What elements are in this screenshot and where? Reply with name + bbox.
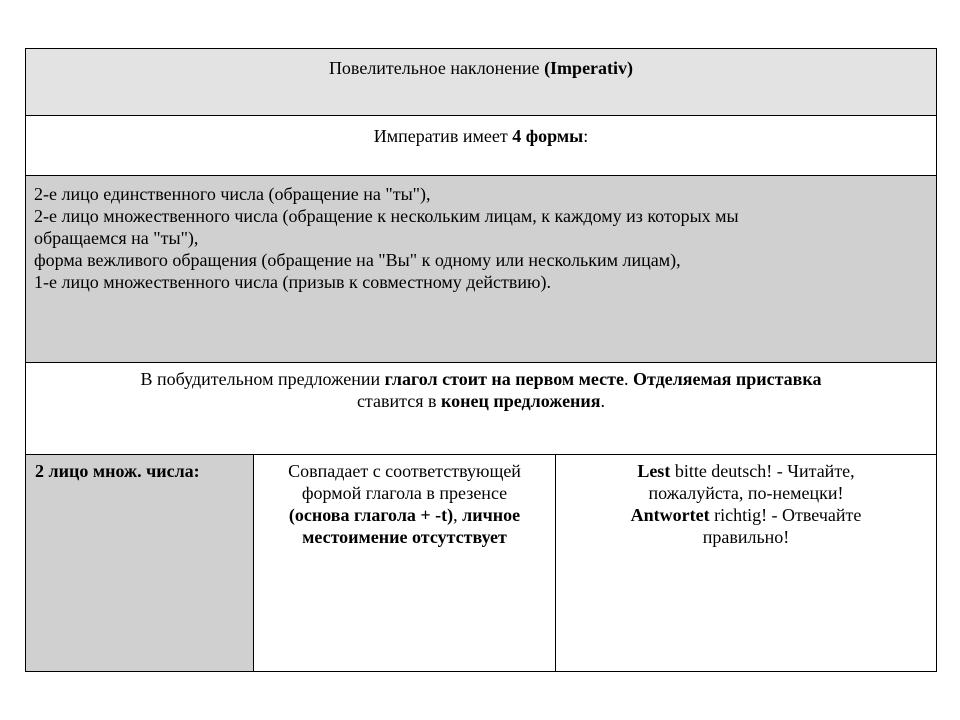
example-line: Antwortet richtig! - Отвечайте <box>630 505 862 525</box>
word-order-cell <box>26 363 937 455</box>
form-item: форма вежливого обращения (обращение на "Вы" к одному или нескольким лицам), <box>34 250 681 270</box>
forms-intro-cell <box>26 116 937 176</box>
forms-intro-text: Императив имеет <box>373 126 513 146</box>
form-item: 2-е лицо множественного числа (обращение к нескольким лицам, к каждому из которых мы <box>34 206 739 226</box>
table-title <box>26 49 936 79</box>
title-text: Повелительное наклонение <box>328 58 545 78</box>
description-line: формой глагола в презенсе <box>301 483 508 503</box>
example-line: пожалуйста, по-немецки! <box>648 483 844 503</box>
verb-position-rule: глагол стоит на первом месте <box>384 369 624 389</box>
forms-list-cell <box>26 176 937 363</box>
form-item: обращаемся на "ты"), <box>34 228 199 248</box>
forms-intro-tail: : <box>583 126 589 146</box>
title-bold: (Imperativ) <box>544 58 634 78</box>
form-item: 1-е лицо множественного числа (призыв к совместному действию). <box>34 272 551 292</box>
form-examples-cell <box>556 455 937 672</box>
imperative-table <box>25 48 937 672</box>
example-line: Lest bitte deutsch! - Читайте, <box>637 461 855 481</box>
verb-stem-rule: (основа глагола + -t) <box>288 505 454 525</box>
forms-count: 4 формы <box>512 126 584 146</box>
sentence-end-rule: конец предложения <box>441 391 601 411</box>
second-person-plural-row <box>26 455 937 672</box>
form-label-cell <box>26 455 254 672</box>
example-verb: Lest <box>637 461 671 481</box>
form-item: 2-е лицо единственного числа (обращение на "ты"), <box>34 184 431 204</box>
title-cell <box>26 49 937 116</box>
forms-list-row <box>26 176 937 363</box>
word-order-row <box>26 363 937 455</box>
forms-intro-row <box>26 116 937 176</box>
description-line: (основа глагола + -t), личное местоимение отсутствует <box>288 505 521 547</box>
word-order-line-2: ставится в конец предложения. <box>356 391 606 411</box>
example-line: правильно! <box>702 527 790 547</box>
example-verb: Antwortet <box>630 505 710 525</box>
description-line: Совпадает с соответствующей <box>288 461 521 481</box>
separable-prefix-label: Отделяемая приставка <box>632 369 822 389</box>
form-description-cell <box>254 455 556 672</box>
form-label: 2 лицо множ. числа: <box>35 461 200 481</box>
title-row <box>26 49 937 116</box>
pronoun-rule: личное местоимение отсутствует <box>302 505 521 547</box>
word-order-line-1: В побудительном предложении глагол стоит на первом месте. Отделяемая приставка <box>140 369 822 389</box>
